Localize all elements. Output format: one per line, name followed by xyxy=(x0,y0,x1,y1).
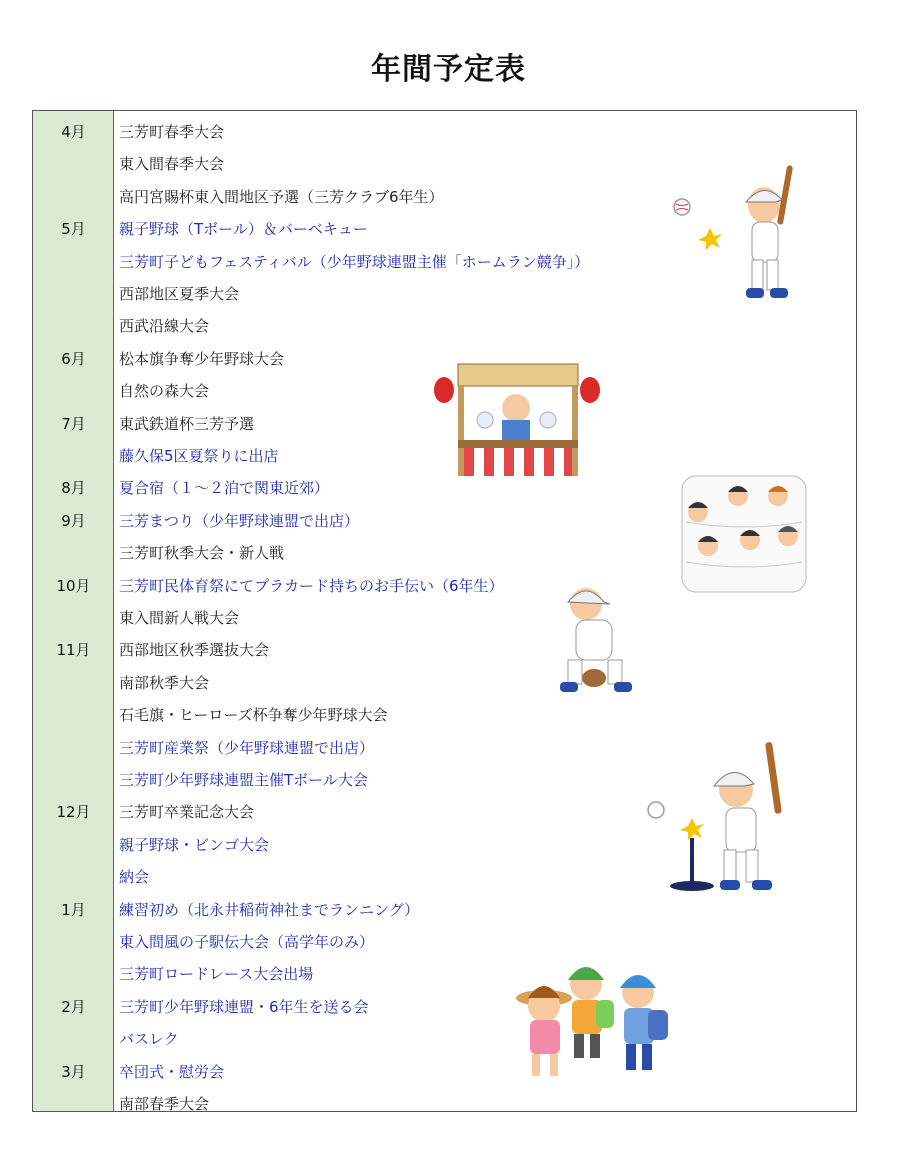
event-label: 三芳町少年野球連盟・6年生を送る会 xyxy=(119,997,369,1016)
event-label: 南部春季大会 xyxy=(119,1095,210,1113)
event-label: 三芳町ロードレース大会出場 xyxy=(119,965,314,984)
table-row xyxy=(33,599,856,631)
event-label: バスレク xyxy=(119,1030,179,1049)
event-label: 松本旗争奪少年野球大会 xyxy=(119,349,285,368)
event-label: 西部地区秋季選抜大会 xyxy=(119,641,270,660)
table-row xyxy=(33,1053,856,1085)
table-row xyxy=(33,696,856,728)
event-label: 親子野球・ビンゴ大会 xyxy=(119,835,270,854)
page-title: 年間予定表 xyxy=(371,52,526,87)
event-label: 三芳町民体育祭にてプラカード持ちのお手伝い（6年生） xyxy=(119,576,504,595)
event-label: 藤久保5区夏祭りに出店 xyxy=(119,447,279,465)
month-label: 1月 xyxy=(61,900,86,919)
event-label: 練習初め（北永井稲荷神社までランニング） xyxy=(119,900,420,919)
month-label: 8月 xyxy=(61,479,86,498)
event-label: 南部秋季大会 xyxy=(119,673,210,692)
event-label: 三芳町産業祭（少年野球連盟で出店） xyxy=(119,738,375,757)
table-row xyxy=(33,664,856,696)
table-row xyxy=(33,923,856,955)
event-label: 自然の森大会 xyxy=(119,382,210,401)
table-row xyxy=(33,988,856,1020)
sleeping-kids-icon xyxy=(678,472,810,600)
event-label: 卒団式・慰労会 xyxy=(119,1062,225,1081)
hiking-kids-icon xyxy=(504,958,684,1088)
table-row xyxy=(33,307,856,339)
event-label: 三芳町春季大会 xyxy=(119,123,225,141)
table-row xyxy=(33,955,856,987)
month-label: 7月 xyxy=(61,414,86,433)
event-label: 三芳まつり（少年野球連盟で出店） xyxy=(119,511,360,530)
month-label: 11月 xyxy=(56,641,91,660)
month-label: 9月 xyxy=(61,511,86,530)
fielder-icon xyxy=(556,582,636,697)
event-label: 東入間風の子駅伝大会（高学年のみ） xyxy=(119,933,375,951)
event-label: 夏合宿（１～２泊で関東近郊） xyxy=(119,479,330,498)
festival-stall-icon xyxy=(430,360,605,480)
tee-batter-icon xyxy=(642,738,792,898)
month-label: 10月 xyxy=(56,576,91,595)
month-label: 5月 xyxy=(61,220,86,239)
month-label: 2月 xyxy=(61,997,86,1016)
month-label: 4月 xyxy=(61,123,86,141)
table-row xyxy=(33,1020,856,1052)
table-row xyxy=(33,631,856,663)
event-label: 三芳町少年野球連盟主催Tボール大会 xyxy=(119,771,368,789)
event-label: 東武鉄道杯三芳予選 xyxy=(119,414,255,433)
month-label: 3月 xyxy=(61,1062,86,1081)
event-label: 三芳町秋季大会・新人戦 xyxy=(119,544,285,563)
event-label: 親子野球（Tボール）＆バーベキュー xyxy=(119,220,368,239)
event-label: 石毛旗・ヒーローズ杯争奪少年野球大会 xyxy=(119,706,388,725)
table-row xyxy=(33,1085,856,1117)
event-label: 西武沿線大会 xyxy=(119,317,210,336)
event-label: 三芳町子どもフェスティバル（少年野球連盟主催「ホームラン競争」） xyxy=(119,252,590,271)
event-label: 高円宮賜杯東入間地区予選（三芳クラブ6年生） xyxy=(119,187,444,206)
baseball-batter-icon xyxy=(670,160,800,310)
event-label: 東入間春季大会 xyxy=(119,155,225,174)
event-label: 三芳町卒業記念大会 xyxy=(119,803,255,822)
month-label: 12月 xyxy=(56,803,91,822)
event-label: 納会 xyxy=(119,868,150,887)
table-row xyxy=(33,113,856,145)
event-label: 東入間新人戦大会 xyxy=(119,609,240,627)
event-label: 西部地区夏季大会 xyxy=(119,285,240,303)
month-label: 6月 xyxy=(61,349,86,368)
